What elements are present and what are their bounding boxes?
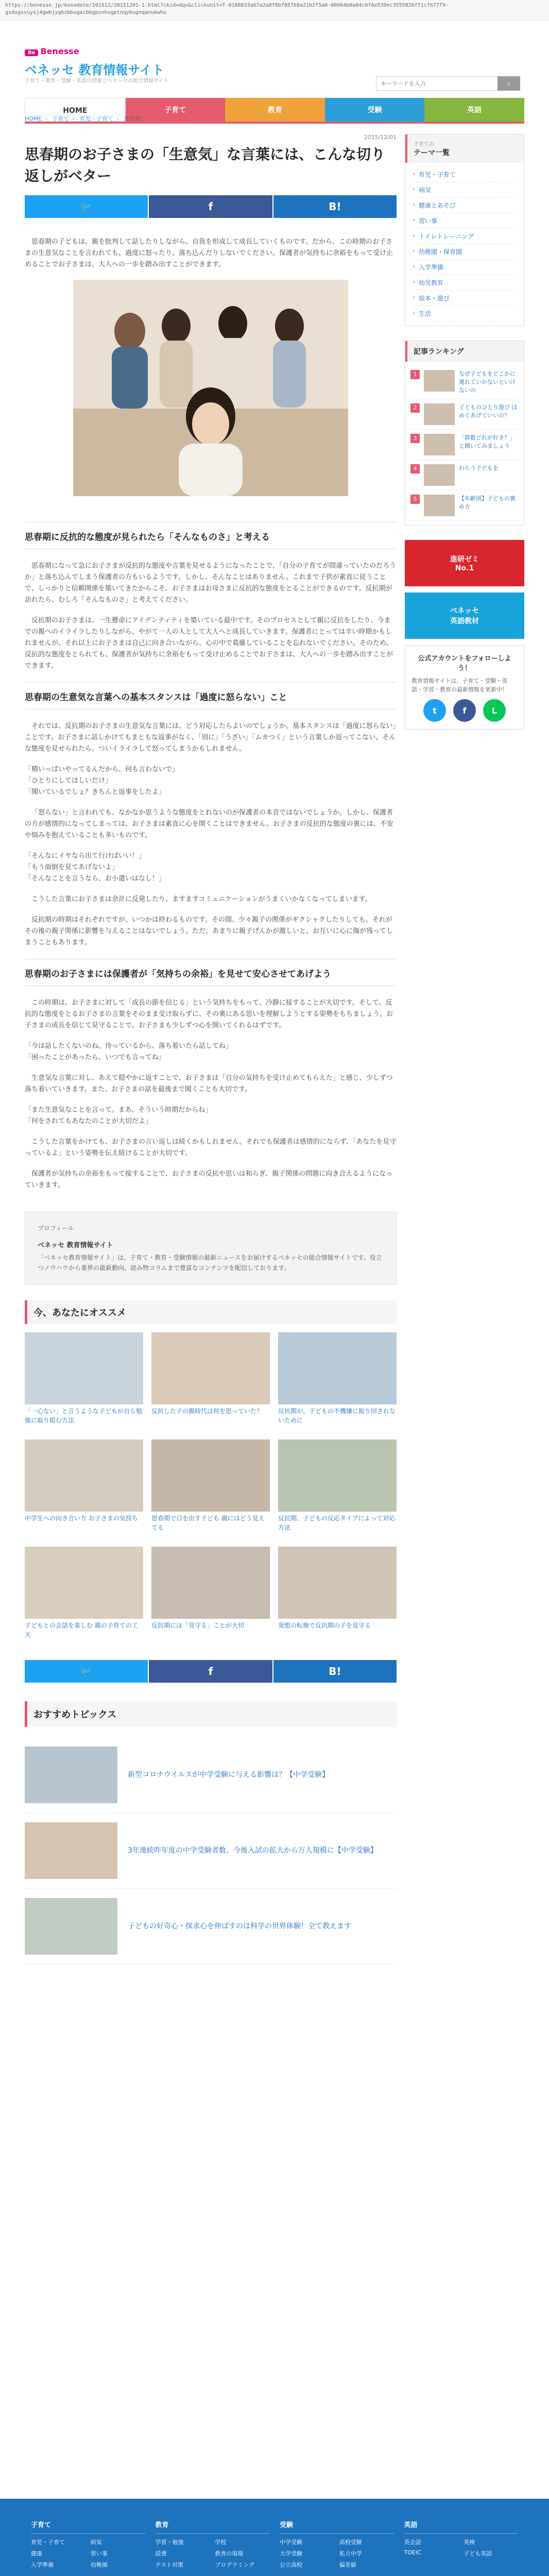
nav-home[interactable]: HOME [25,98,126,122]
nav-eigo[interactable]: 英語 [424,98,524,122]
theme-link[interactable]: › 入学準備 [413,260,517,275]
footer-heading[interactable]: 子育て [31,2519,145,2534]
ranking-thumbnail [424,403,455,425]
publish-date: 2015/12/01 [364,134,397,141]
ranking-box [405,341,524,526]
rank-number: 2 [410,403,420,413]
topic-thumbnail [25,1898,117,1955]
recommend-grid [25,1332,397,1648]
ranking-thumbnail [424,495,455,516]
quote-block: 「そんなにイヤなら出て行けばいい！」 「もう面倒を見てあげないよ」 「そんなことを言うなら、お小遣いはなし！」 [25,852,166,883]
recommend-card[interactable] [25,1439,143,1540]
ranking-item[interactable] [410,399,519,430]
section-1-paragraph: 反抗期のお子さまは、一生懸命にアイデンティティを築いている最中です。そのプロセスとして親に反抗をしたり、今までの親へのイライラしたりしながら、やがて一人の人として大人へと成長していきます。保護者にとっては辛い時期かもしれませんが、それ以上にお子さまは自己に向き合いながら、心の中で葛藤していることを忘れないでください。そのため、反抗的な態度をとられても、保護者が気持ちに余裕をもって受け止めることでお子さまは、大人への一歩を踏み出すことができます。 [25,617,393,670]
footer-link[interactable]: テスト対策 [155,2562,184,2568]
hatena-share-button[interactable] [273,1660,397,1683]
topic-item[interactable] [25,1737,397,1813]
ranking-link[interactable]: 【年齢別】子どもの褒め方 [459,495,516,510]
footer-link[interactable]: 英検 [464,2539,475,2546]
breadcrumb-separator: › [72,115,75,122]
author-profile [25,1212,397,1285]
footer-link[interactable]: 学習・勉強 [155,2539,184,2546]
recommend-card[interactable] [151,1547,270,1648]
quote-block: 「精いっぱいやってるんだから、何も言わないで」 「ひとりにしてほしいだけ」 「聞いているでしょ？きちんと返事をしたよ」 [25,766,179,796]
hatena-share-button[interactable] [273,195,397,218]
theme-list-heading [405,134,524,163]
recommend-card[interactable] [278,1439,397,1540]
nav-kosodate[interactable]: 子育て [126,98,226,122]
breadcrumb [25,114,141,123]
facebook-share-button[interactable] [149,195,272,218]
brand-name: Benesse [40,46,79,56]
ranking-thumbnail [424,370,455,392]
recommend-caption[interactable]: 発想の転換で反抗期の子を見守る [278,1622,371,1629]
footer-link[interactable]: プログラミング [215,2562,255,2568]
logo-mark: Be [25,49,38,56]
footer-link[interactable]: 健康 [31,2550,42,2557]
footer-link[interactable]: 偏差値 [339,2562,356,2568]
twitter-share-button[interactable] [25,1660,148,1683]
footer-link[interactable]: 幼稚園 [90,2562,108,2568]
facebook-share-button[interactable] [149,1660,272,1683]
recommend-thumbnail [25,1547,143,1619]
profile-label: プロフィール [38,1225,74,1232]
social-title: 公式アカウントをフォローしよう！ [418,655,511,672]
ranking-heading: 記事ランキング [405,341,524,362]
recommend-card[interactable] [151,1332,270,1433]
footer-link[interactable]: 読書 [155,2550,167,2557]
rank-number: 4 [410,464,420,473]
breadcrumb-item[interactable]: 育児・子育て [79,115,114,122]
topic-thumbnail [25,1822,117,1879]
theme-link[interactable]: › 病気 [413,182,517,198]
ranking-item[interactable] [410,490,519,521]
social-icons [411,699,518,722]
theme-link[interactable]: › 習い事 [413,213,517,229]
facebook-icon: f [208,200,213,213]
hatena-icon: B! [329,200,341,213]
section-1-paragraph: 思春期になって急にお子さまが反抗的な態度や言葉を見せるようになったことで、「自分の子育てが間違っていたのだろうか」と落ち込んでしまう保護者の方もいるようです。しかし、そんなことはありません。これまで子供が素直に従うことで、しっかりと信頼関係を築いてきたからこそ、お子さまはお母さまに反抗的な態度をとることができるのです。反抗期が訪れたら、むしろ「そんなものさ」と考えてください。 [25,562,397,604]
section-2-paragraph: 「怒らない」と言われても、なかなか思うような態度をとれないのが保護者の本音ではないでしょうか。しかし、保護者の方が感情的になってしまっては、お子さまは素直に心を開くことはできません。お子さまの反抗的な態度の裏には、不安や悩みを抱えていることも多いものです。 [25,809,393,839]
ranking-link[interactable]: 子どものひとり遊び ほめてあげていいの？ [459,404,518,419]
ranking-item[interactable] [410,430,519,460]
recommend-thumbnail [151,1439,270,1512]
footer-link[interactable]: 大学受験 [280,2550,302,2557]
rank-number: 5 [410,495,420,504]
footer-link[interactable]: 病気 [90,2539,102,2546]
recommend-caption[interactable]: 「一心ない」と言うような子どもが自ら勉強に取り組む方法 [25,1408,143,1424]
section-3-paragraph: 保護者が気持ちの余裕をもって接することで、お子さまの反抗や思いは和らぎ、親子関係の問題に向き合えるようになっていきます。 [25,1170,393,1189]
recommend-card[interactable] [25,1547,143,1648]
ranking-item[interactable] [410,460,519,490]
breadcrumb-item[interactable]: HOME [25,115,42,122]
footer-column [404,2519,519,2569]
footer-link[interactable]: 公立高校 [280,2562,302,2568]
breadcrumb-item[interactable]: 子育て [52,115,70,122]
recommend-card[interactable] [278,1332,397,1433]
footer-link[interactable]: 英会話 [404,2539,421,2546]
footer-heading[interactable]: 受験 [280,2519,394,2534]
footer-link[interactable]: 中学受験 [280,2539,302,2546]
site-header [0,21,549,115]
nav-juken[interactable]: 受験 [325,98,425,122]
topic-item[interactable] [25,1813,397,1889]
theme-link[interactable]: › トイレトレーニング [413,229,517,244]
footer-link[interactable]: TOEIC [404,2549,421,2556]
footer-heading[interactable]: 教育 [156,2519,270,2534]
theme-list-kicker: 子育ての [414,142,434,147]
footer-columns [0,2499,549,2576]
footer-column [31,2519,145,2569]
footer-link[interactable]: 習い事 [90,2550,108,2557]
main-content [25,134,397,1964]
social-description: 教育情報サイトは、子育て・受験・英語・学習・教育の最新情報を更新中！ [411,677,508,693]
recommend-card[interactable] [151,1439,270,1540]
ranking-thumbnail [424,434,455,455]
recommend-caption[interactable]: 反抗期が、子どもの不機嫌に振り回されないために [278,1408,396,1424]
recommend-thumbnail [25,1332,143,1404]
ranking-link[interactable]: わらう子どもを [459,465,499,471]
recommend-heading: 今、あなたにオススメ [25,1300,397,1324]
theme-link[interactable]: › 健康とあそび [413,198,517,213]
recommend-thumbnail [25,1439,143,1512]
promo-banner[interactable]: ベネッセ 英語教材 [405,592,524,639]
topic-item[interactable] [25,1889,397,1964]
recommend-caption[interactable]: 反抗期には「見守る」ことが大切 [151,1622,245,1629]
topics-heading: おすすめトピックス [25,1701,397,1727]
recommend-thumbnail [278,1332,397,1404]
recommend-caption[interactable]: 中学生への向き合い方 お子さまの気持ち [25,1515,138,1522]
recommend-thumbnail [278,1547,397,1619]
theme-link[interactable]: › 絵本・遊び [413,291,517,306]
footer-link[interactable]: 入学準備 [31,2562,54,2568]
topic-link[interactable]: 3年連続昨年度の中学受験者数、今後入試の拡大から万人規模に【中学受験】 [128,1846,378,1855]
site-tagline: 子育て・教育・受験・英語の情報とベネッセの総合情報サイト [25,78,169,84]
footer-link[interactable]: 教育の現場 [215,2550,244,2557]
recommend-card[interactable] [25,1332,143,1433]
section-2-paragraph: 反抗期の時期はそれぞれですが、いつかは終わるものです。その間、少々親子の関係がギクシャクしたりしても、それがその後の親子関係に影響を与えることはないでしょう。ただ、あまりに親子げんかが激しいと、お互いに心に傷が残ってしまうこともあります。 [25,916,393,946]
recommend-card[interactable] [278,1547,397,1648]
footer-link[interactable]: 子ども英語 [464,2550,492,2557]
theme-link[interactable]: › 生活 [413,306,517,321]
share-bar-bottom [25,1660,397,1683]
article-intro: 思春期の子どもは、親を批判して話したりしながら、自我を形成して成長していくものです。だから、この時期のお子さまの生意気なことを言われても、過度に怒ったり、落ち込んだりしないでください。保護者が気持ちに余裕をもって受け止めることでお子さまは、大人への一歩を踏み出すことができます。 [25,238,393,268]
recommend-caption[interactable]: 反抗期、子どもの反応タイプによって対応方法 [278,1515,396,1531]
recommend-thumbnail [151,1332,270,1404]
theme-link[interactable]: › 育児・子育て [413,167,517,182]
twitter-share-button[interactable] [25,195,148,218]
rank-number: 1 [410,370,420,379]
brand-logo[interactable] [25,46,79,56]
footer-link[interactable]: 学校 [215,2539,227,2546]
profile-name: ベネッセ 教育情報サイト [38,1242,113,1249]
recommend-thumbnail [278,1439,397,1512]
section-3-paragraph: こうした言葉をかけても、お子さまの言い返しは続くかもしれません。それでも保護者は感情的にならず、「あなたを見守っているよ」という姿勢を伝え続けることが大切です。 [25,1138,397,1157]
ranking-list [405,362,524,525]
topic-thumbnail [25,1747,117,1803]
share-bar-top [25,195,397,218]
search-icon: ⌕ [507,79,511,88]
theme-link[interactable]: › 幼稚園・保育園 [413,244,517,260]
social-follow-box [405,645,524,730]
section-heading-1: 思春期に反抗的な態度が見られたら「そんなものさ」と考える [25,522,397,549]
article-photo [73,280,348,496]
article-title: 思春期のお子さまの「生意気」な言葉には、こんな切り返しがベター [25,146,386,184]
section-heading-2: 思春期の生意気な言葉への基本スタンスは「過度に怒らない」こと [25,682,397,709]
twitter-icon: 🐦 [80,200,93,213]
breadcrumb-separator: › [45,115,47,122]
quote-block: 「今は話したくないのね。待っているから、落ち着いたら話してね」 「困ったことがあったら、いつでも言ってね」 [25,1042,233,1061]
hatena-icon: B! [329,1665,341,1677]
footer-link[interactable]: 私立中学 [339,2550,362,2557]
promo-banner[interactable]: 進研ゼミ No.1 [405,540,524,586]
nav-kyoiku[interactable]: 教育 [225,98,325,122]
breadcrumb-separator: › [116,115,119,122]
recommend-thumbnail [151,1547,270,1619]
recommend-caption[interactable]: 反抗した子の親時代は何を思っていた？ [151,1408,263,1415]
section-heading-3: 思春期のお子さまには保護者が「気持ちの余裕」を見せて安心させてあげよう [25,959,397,986]
theme-link[interactable]: › 幼児教育 [413,275,517,291]
search-button[interactable] [497,76,520,91]
footer-heading[interactable]: 英語 [404,2519,519,2534]
profile-description: 「ベネッセ教育情報サイト」は、子育て・教育・受験情報の最新ニュースをお届けするベネッセの総合情報サイトです。役立つノウハウから業界の最新動向、読み物コラムまで豊富なコンテンツを配信しております。 [38,1254,382,1272]
footer-link[interactable]: 高校受験 [339,2539,362,2546]
facebook-icon: f [208,1665,213,1677]
topic-link[interactable]: 新型コロナウイルスが中学受験に与える影響は？【中学受験】 [128,1771,330,1779]
footer-link[interactable]: 育児・子育て [31,2539,65,2546]
search-input[interactable] [376,76,497,91]
line-icon[interactable]: L [483,699,506,722]
quote-block: 「また生意気なことを言って。まあ、そういう時期だからね」 「何をされてもあなたのことが大切だよ」 [25,1106,212,1125]
ranking-link[interactable]: なぜ子どもをどこかに連れていかないといけないの [459,370,516,394]
ranking-item[interactable] [410,366,519,399]
site-title[interactable]: ベネッセ 教育情報サイト [25,63,164,77]
address-bar[interactable]: https://benesse.jp/kosodate/201512/20151201-1.html?ckid=dqv&clickunit=T-0180833a67a2a8f8bf85f68a21b2f5a0-00664b0a84c0f6e539ec3555826ff1cf677f9-gsdogsvuysj4gwbjygbzbbugacbbgpsnhvgptnqybugnqanuewhu [0,0,549,21]
recommend-caption[interactable]: 子どもとの会話を楽しむ 親の子育ての工夫 [25,1622,138,1638]
section-2-paragraph: それでは、反抗期のお子さまの生意気な言葉には、どう対応したらよいのでしょうか。基本スタンスは「過度に怒らない」ことです。お子さまに話しかけてもまともな返事がなく、「別に」「うざい」「ムカつく」という言葉しか返ってこない。そんな態度を見せられたら、ついイライラして怒ってしまうかもしれません。 [25,722,397,753]
footer-column [156,2519,270,2569]
ranking-thumbnail [424,464,455,486]
family-photo-illustration [73,280,348,496]
section-2-paragraph: こうした言葉にお子さまは余計に反発したり、ますますコミュニケーションがうまくいかなくなってしまいます。 [31,895,372,903]
site-footer [0,2499,549,2576]
theme-list-title: テーマ一覧 [414,149,450,157]
search-form [376,76,520,91]
section-3-paragraph: この時期は、お子さまに対して「成長の節を信じる」という気持ちをもって、冷静に接することが大切です。そして、反抗的な態度をとるお子さまの言葉をそのまま受け取らずに、その裏にある思いを理解しようとする姿勢をもちましょう。お子さまの成長を信じて見守ることで、お子さまも少しずつ心を開いてくれるはずです。 [25,999,393,1029]
topic-link[interactable]: 子どもの好奇心・探求心を伸ばすのは科学の世界体験！全て教えます [128,1922,351,1930]
theme-list [405,163,524,326]
footer-column [280,2519,394,2569]
facebook-icon[interactable]: f [453,699,476,722]
ranking-link[interactable]: 「算数どれが好き？」と聞いてみましょう [459,434,516,449]
twitter-icon[interactable]: t [423,699,446,722]
recommend-caption[interactable]: 思春期で口を出す子ども 親にはどう見えてる [151,1515,265,1531]
section-3-paragraph: 生意気な言葉に対し、あえて穏やかに返すことで、お子さまは「自分の気持ちを受け止めてもらえた」と感じ、少しずつ落ち着いていきます。また、お子さまの話を最後まで聞くことも大切です。 [25,1074,393,1093]
theme-list-box [405,134,524,326]
breadcrumb-current: 思春期 [124,115,141,122]
rank-number: 3 [410,434,420,443]
sidebar [405,134,524,730]
twitter-icon: 🐦 [80,1665,93,1677]
